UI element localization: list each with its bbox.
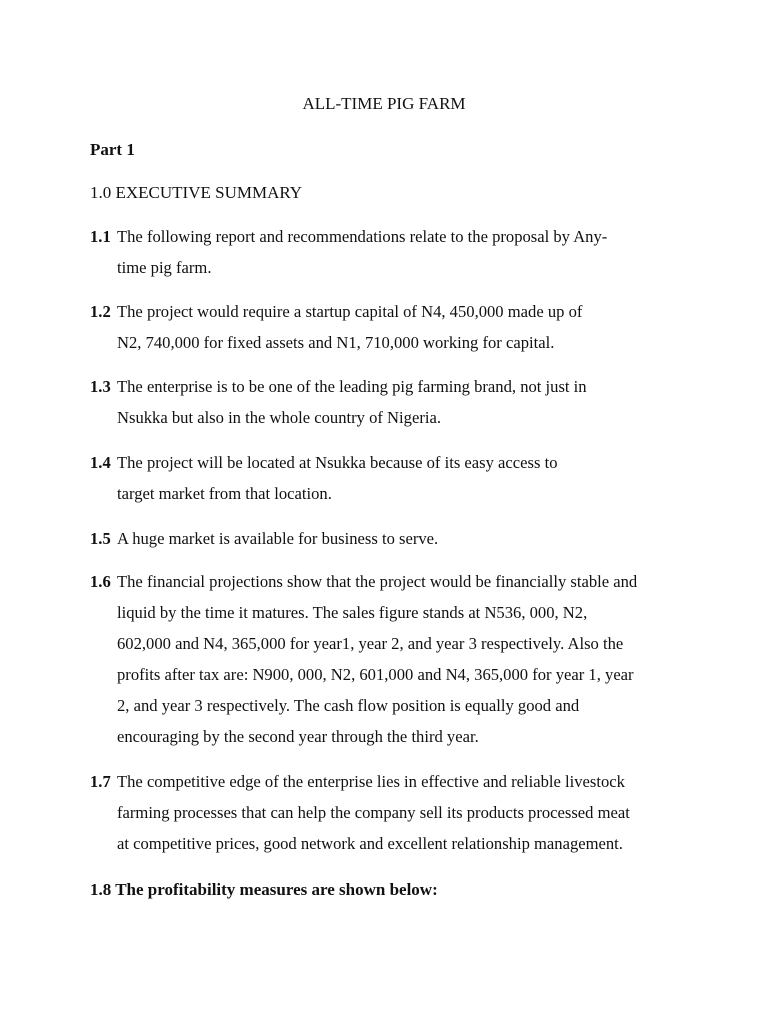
item-text-line: farming processes that can help the company sell its products processed meat bbox=[117, 803, 630, 822]
item-text-line: 2, and year 3 respectively. The cash flow position is equally good and bbox=[117, 696, 580, 715]
summary-item-1-3 bbox=[90, 371, 680, 433]
item-text-line: liquid by the time it matures. The sales figure stands at N536, 000, N2, bbox=[117, 603, 588, 622]
item-text-line: at competitive prices, good network and excellent relationship management. bbox=[117, 834, 623, 853]
item-text-line: Nsukka but also in the whole country of Nigeria. bbox=[117, 408, 441, 427]
item-text-line: The financial projections show that the project would be financially stable and bbox=[117, 572, 638, 591]
summary-item-1-1 bbox=[90, 221, 680, 283]
section-heading: 1.0 EXECUTIVE SUMMARY bbox=[90, 183, 303, 202]
item-number: 1.7 bbox=[90, 772, 111, 791]
item-text-line: target market from that location. bbox=[117, 484, 332, 503]
summary-item-1-5 bbox=[90, 523, 680, 554]
item-text-line: The competitive edge of the enterprise lies in effective and reliable livestock bbox=[117, 772, 625, 791]
item-number: 1.1 bbox=[90, 227, 111, 246]
summary-item-1-4 bbox=[90, 447, 680, 509]
summary-item-1-7 bbox=[90, 766, 680, 859]
item-number: 1.2 bbox=[90, 302, 111, 321]
item-number: 1.5 bbox=[90, 529, 111, 548]
summary-item-1-2 bbox=[90, 296, 680, 358]
item-number: 1.3 bbox=[90, 377, 111, 396]
item-text-line: time pig farm. bbox=[117, 258, 212, 277]
item-text-line: 602,000 and N4, 365,000 for year1, year 2, and year 3 respectively. Also the bbox=[117, 634, 624, 653]
item-text-line: profits after tax are: N900, 000, N2, 601,000 and N4, 365,000 for year 1, year bbox=[117, 665, 634, 684]
item-text-line: A huge market is available for business to serve. bbox=[117, 529, 439, 548]
profitability-heading: 1.8 The profitability measures are shown below: bbox=[90, 880, 438, 899]
item-text-line: The enterprise is to be one of the leading pig farming brand, not just in bbox=[117, 377, 587, 396]
document-title: ALL-TIME PIG FARM bbox=[302, 94, 466, 113]
item-text-line: The project will be located at Nsukka because of its easy access to bbox=[117, 453, 558, 472]
item-text-line: The project would require a startup capital of N4, 450,000 made up of bbox=[117, 302, 583, 321]
summary-item-1-6 bbox=[90, 566, 680, 752]
item-text-line: encouraging by the second year through the third year. bbox=[117, 727, 479, 746]
item-text-line: N2, 740,000 for fixed assets and N1, 710,000 working for capital. bbox=[117, 333, 555, 352]
item-text-line: The following report and recommendations relate to the proposal by Any- bbox=[117, 227, 608, 246]
part-heading: Part 1 bbox=[90, 140, 135, 159]
item-number: 1.4 bbox=[90, 453, 111, 472]
item-number: 1.6 bbox=[90, 572, 111, 591]
